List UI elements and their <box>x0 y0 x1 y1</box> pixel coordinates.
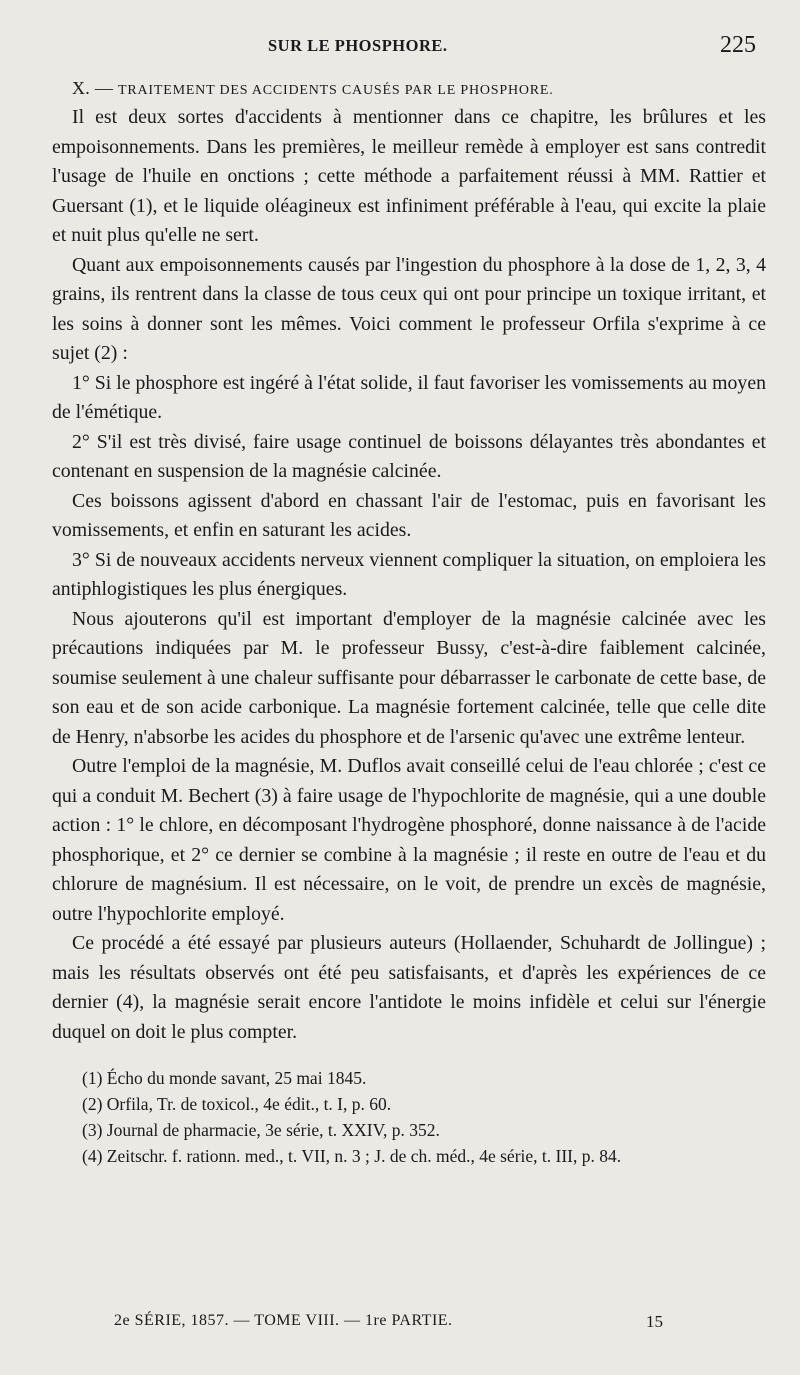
section-number: X. — <box>72 78 114 98</box>
body-text <box>52 103 766 1047</box>
paragraph: Quant aux empoisonnements causés par l'ingestion du phosphore à la dose de 1, 2, 3, 4 grains, ils rentrent dans la classe de tous ceux qui ont pour principe un toxique irritant, et les soins à donner sont les mêmes. Voici comment le professeur Orfila s'exprime à ce sujet (2) : <box>52 253 766 364</box>
paragraph: Nous ajouterons qu'il est important d'employer de la magnésie calcinée avec les précautions indiquées par M. le professeur Bussy, c'est-à-dire faiblement calcinée, soumise seulement à une chaleur suffisante pour débarrasser le carbonate de cette base, de son eau et de son acide carbonique. La magnésie fortement calcinée, telle que celle dite de Henry, n'absorbe les acides du phosphore et de l'arsenic qu'avec une extrême lenteur. <box>52 607 766 748</box>
paragraph: Ces boissons agissent d'abord en chassant l'air de l'estomac, puis en favorisant les vomissements, et enfin en saturant les acides. <box>52 489 766 541</box>
section-title <box>72 78 766 99</box>
paragraph: 3° Si de nouveaux accidents nerveux viennent compliquer la situation, on emploiera les antiphlogistiques les plus énergiques. <box>52 548 766 600</box>
footnote: (3) Journal de pharmacie, 3e série, t. XXIV, p. 352. <box>82 1120 440 1140</box>
signature-mark: 15 <box>646 1312 663 1331</box>
paragraph: Il est deux sortes d'accidents à mentionner dans ce chapitre, les brûlures et les empoisonnements. Dans les premières, le meilleur remède à employer est sans contredit l'usage de l'huile en onctions ; cette méthode a parfaitement réussi à MM. Rattier et Guersant (1), et le liquide oléagineux est infiniment préférable à l'eau, qui excite la plaie et nuit plus qu'elle ne sert. <box>52 106 766 246</box>
paragraph: Ce procédé a été essayé par plusieurs auteurs (Hollaender, Schuhardt de Jollingue) ; mais les résultats observés ont été peu satisfaisants, et d'après les expériences de ce dernier (4), la magnésie serait encore l'antidote le moins infidèle et celui sur l'énergie duquel on doit le plus compter. <box>52 932 766 1043</box>
signature-series: 2e SÉRIE, 1857. — TOME VIII. — 1re PARTIE. <box>114 1312 453 1329</box>
footnote: (2) Orfila, Tr. de toxicol., 4e édit., t. I, p. 60. <box>82 1094 392 1114</box>
paragraph: 2° S'il est très divisé, faire usage continuel de boissons délayantes très abondantes et contenant en suspension de la magnésie calcinée. <box>52 430 766 482</box>
footnote: (4) Zeitschr. f. rationn. med., t. VII, n. 3 ; J. de ch. méd., 4e série, t. III, p. 84. <box>82 1146 622 1166</box>
paragraph: 1° Si le phosphore est ingéré à l'état solide, il faut favoriser les vomissements au moyen de l'émétique. <box>52 371 766 423</box>
paragraph: Outre l'emploi de la magnésie, M. Duflos avait conseillé celui de l'eau chlorée ; c'est ce qui a conduit M. Bechert (3) à faire usage de l'hypochlorite de magnésie, qui a une double action : 1° le chlore, en décomposant l'hydrogène phosphoré, donne naissance à de l'acide phosphorique, et 2° ce dernier se combine à la magnésie ; il reste en outre de l'eau et du chlorure de magnésium. Il est nécessaire, on le voit, de prendre un excès de magnésie, outre l'hypochlorite employé. <box>52 755 766 925</box>
page-header <box>52 32 766 66</box>
page-number: 225 <box>720 32 756 58</box>
running-head: SUR LE PHOSPHORE. <box>268 36 448 55</box>
footnote: (1) Écho du monde savant, 25 mai 1845. <box>82 1068 367 1088</box>
section-heading: TRAITEMENT DES ACCIDENTS CAUSÉS PAR LE PHOSPHORE. <box>118 83 554 98</box>
footnotes <box>52 1065 766 1169</box>
